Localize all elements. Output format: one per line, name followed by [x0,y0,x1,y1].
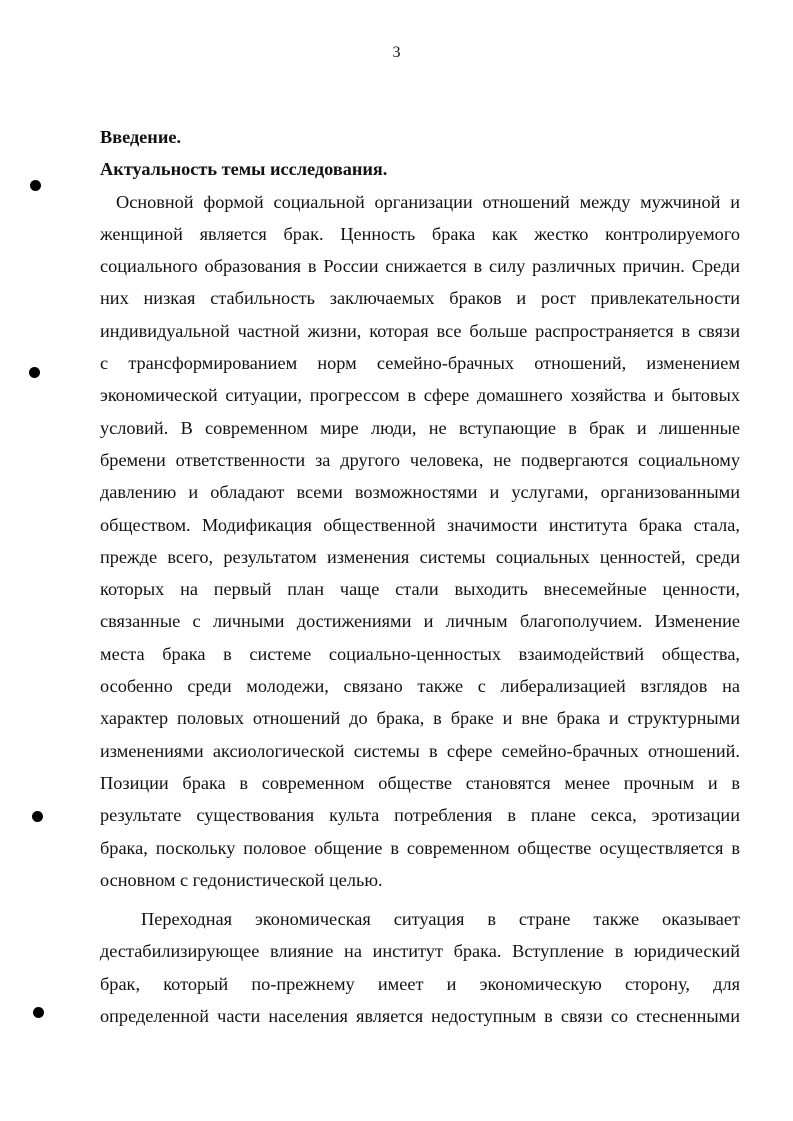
margin-punch-mark [33,1007,44,1018]
section-heading-intro: Введение. [100,127,182,147]
paragraph-2 [100,903,740,1032]
text-line: результате существования культа потребления в плане секса, эротизации [100,805,740,826]
text-line: социального образования в России снижается в силу различных причин. Среди [100,256,740,277]
text-line: особенно среди молодежи, связано также с либерализацией взглядов на [100,676,740,697]
text-line: основном с гедонистической целью. [100,869,383,890]
text-line: с трансформированием норм семейно-брачных отношений, изменением [100,353,740,374]
text-line: места брака в системе социально-ценностых взаимодействий общества, [100,643,740,664]
text-line: определенной части населения является недоступным в связи со стесненными [100,1006,740,1027]
text-line: условий. В современном мире люди, не вступающие в брак и лишенные [100,417,740,438]
text-line: прежде всего, результатом изменения системы социальных ценностей, среди [100,546,740,567]
text-line: дестабилизирующее влияние на институт брака. Вступление в юридический [100,941,740,962]
text-line: характер половых отношений до брака, в браке и вне брака и структурными [100,708,740,729]
text-line: давлению и обладают всеми возможностями и услугами, организованными [100,482,740,503]
text-line: женщиной является брак. Ценность брака как жестко контролируемого [100,223,740,244]
document-body [100,121,740,1032]
text-line: обществом. Модификация общественной значимости института брака стала, [100,514,740,535]
text-line: Основной формой социальной организации отношений между мужчиной и [116,191,740,212]
margin-punch-mark [30,180,41,191]
text-line: изменениями аксиологической системы в сфере семейно-брачных отношений. [100,740,740,761]
text-line: бремени ответственности за другого человека, не подвергаются социальному [100,449,740,470]
text-line: экономической ситуации, прогрессом в сфере домашнего хозяйства и бытовых [100,385,740,406]
text-line: брака, поскольку половое общение в современном обществе осуществляется в [100,837,740,858]
text-line: Переходная экономическая ситуация в стране также оказывает [141,909,740,930]
margin-punch-mark [29,367,40,378]
text-line: индивидуальной частной жизни, которая все больше распространяется в связи [100,320,740,341]
margin-punch-mark [32,811,43,822]
text-line: Позиции брака в современном обществе становятся менее прочным и в [100,772,740,793]
paragraph-1 [100,186,740,897]
text-line: брак, который по-прежнему имеет и экономическую сторону, для [100,973,740,994]
text-line: них низкая стабильность заключаемых браков и рост привлекательности [100,288,740,309]
page-number: 3 [392,44,401,61]
section-heading-relevance: Актуальность темы исследования. [100,159,388,180]
text-line: связанные с личными достижениями и личным благополучием. Изменение [100,611,740,632]
text-line: которых на первый план чаще стали выходить внесемейные ценности, [100,579,740,600]
